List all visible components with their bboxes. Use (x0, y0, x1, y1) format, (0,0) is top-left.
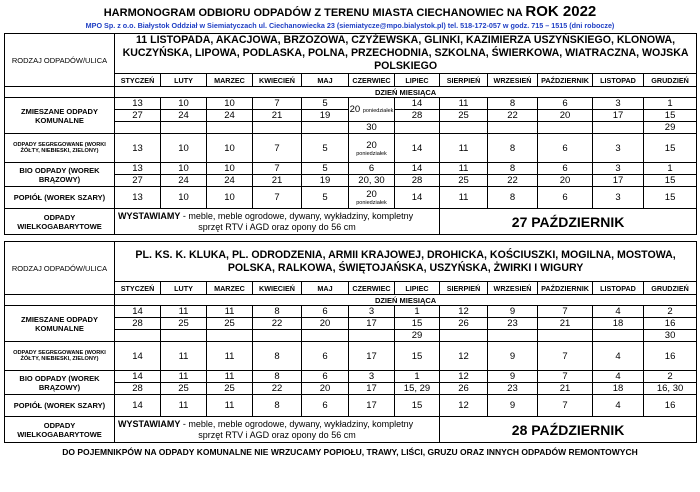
page-subtitle: MPO Sp. z o.o. Białystok Oddział w Siemiatyczach ul. Ciechanowiecka 23 (siemiatycze@mpo.bialystok.pl) tel. 518-172-057 w godz. 715 – 1515 (dni robocze) (85, 21, 615, 30)
weekday-tag: poniedziałek (356, 200, 387, 206)
segregowane-cell: 15 (644, 134, 697, 163)
bio-cell: 15, 29 (395, 383, 440, 395)
zmieszane-cell: 24 (207, 110, 253, 122)
bio-cell: 21 (253, 175, 302, 187)
segregowane-cell: 16 (644, 342, 697, 371)
month-header: CZERWIEC (349, 282, 395, 295)
segregowane-cell: 11 (161, 342, 207, 371)
zmieszane-cell: 30 (349, 122, 395, 134)
zmieszane-cell: 10 (207, 98, 253, 110)
zmieszane-cell: 28 (395, 110, 440, 122)
bio-cell: 18 (593, 383, 644, 395)
zmieszane-cell (440, 330, 488, 342)
zmieszane-cell (161, 330, 207, 342)
zmieszane-cell: 11 (161, 306, 207, 318)
popiol-cell: 11 (440, 187, 488, 209)
bio-cell: 12 (440, 371, 488, 383)
month-header: GRUDZIEŃ (644, 282, 697, 295)
segregowane-cell: 11 (440, 134, 488, 163)
zmieszane-cell (253, 330, 302, 342)
segregowane-cell (349, 134, 395, 163)
zmieszane-cell: 6 (538, 98, 593, 110)
bio-cell: 25 (161, 383, 207, 395)
zmieszane-cell (207, 330, 253, 342)
bio-cell: 20, 30 (349, 175, 395, 187)
zmieszane-cell: 24 (161, 110, 207, 122)
title-text: HARMONOGRAM ODBIORU ODPADÓW Z TERENU MIASTA CIECHANOWIEC NA (103, 7, 523, 19)
segregowane-cell: 11 (207, 342, 253, 371)
popiol-cell: 17 (349, 395, 395, 417)
popiol-cell: 7 (538, 395, 593, 417)
month-header: GRUDZIEŃ (644, 74, 697, 87)
zmieszane-cell (207, 122, 253, 134)
segregowane-cell: 5 (302, 134, 349, 163)
zmieszane-cell: 11 (440, 98, 488, 110)
cell-value: 20 (366, 189, 377, 200)
zmieszane-cell: 21 (538, 318, 593, 330)
bio-cell: 24 (161, 175, 207, 187)
bio-cell: 2 (644, 371, 697, 383)
segregowane-label: ODPADY SEGREGOWANE (WORKI ŻÓŁTY, NIEBIESKI, ZIELONY) (5, 342, 115, 371)
bio-cell: 3 (349, 371, 395, 383)
day-of-month-header: DZIEŃ MIESIĄCA (115, 87, 697, 98)
zmieszane-cell: 21 (253, 110, 302, 122)
segregowane-cell: 17 (349, 342, 395, 371)
month-header: MAJ (302, 282, 349, 295)
zmieszane-cell (538, 330, 593, 342)
bio-cell: 7 (538, 371, 593, 383)
bio-cell: 8 (253, 371, 302, 383)
wielkogabarytowe-label: ODPADY WIELKOGABARYTOWE (5, 209, 115, 235)
wystawiamy-note (115, 417, 440, 443)
zmieszane-cell: 15 (395, 318, 440, 330)
wystawiamy-text2: sprzęt RTV i AGD oraz opony do 56 cm (198, 429, 356, 440)
popiol-cell: 8 (488, 187, 538, 209)
zmieszane-cell: 30 (644, 330, 697, 342)
popiol-cell: 11 (207, 395, 253, 417)
page-title (4, 0, 696, 20)
zmieszane-cell: 5 (302, 98, 349, 110)
popiol-cell: 7 (253, 187, 302, 209)
zmieszane-cell: 11 (207, 306, 253, 318)
cell-value: 20 (366, 139, 377, 151)
bio-cell: 10 (207, 163, 253, 175)
month-header: SIERPIEŃ (440, 282, 488, 295)
month-header: MAJ (302, 74, 349, 87)
bio-cell: 25 (440, 175, 488, 187)
street-list: PL. KS. K. KLUKA, PL. ODRODZENIA, ARMII KRAJOWEJ, DROHICKA, KOŚCIUSZKI, MOGILNA, MOSTOWA, POLSKA, RALKOWA, ŚWIĘTOJAŃSKA, USZYŃSKA, ŻWIRKI I WIGURY (115, 242, 697, 282)
zmieszane-cell: 3 (593, 98, 644, 110)
segregowane-cell: 4 (593, 342, 644, 371)
zmieszane-cell: 3 (349, 306, 395, 318)
title-year: ROK 2022 (525, 3, 597, 20)
segregowane-cell: 15 (395, 342, 440, 371)
wielkogabarytowe-label: ODPADY WIELKOGABARYTOWE (5, 417, 115, 443)
zmieszane-cell: 16 (644, 318, 697, 330)
section-2 (5, 242, 697, 443)
zmieszane-cell: 4 (593, 306, 644, 318)
month-header: STYCZEŃ (115, 74, 161, 87)
bio-cell: 1 (644, 163, 697, 175)
bio-cell: 21 (538, 383, 593, 395)
segregowane-cell: 3 (593, 134, 644, 163)
month-header: MARZEC (207, 282, 253, 295)
zmieszane-cell: 29 (644, 122, 697, 134)
segregowane-cell: 14 (395, 134, 440, 163)
segregowane-cell: 13 (115, 134, 161, 163)
popiol-cell: 13 (115, 187, 161, 209)
bio-cell: 17 (349, 383, 395, 395)
street-list: 11 LISTOPADA, AKACJOWA, BRZOZOWA, CZYŻEWSKA, GLINKI, KAZIMIERZA USZYŃSKIEGO, KLONOWA, KUCZYŃSKA, LIPOWA, PODLASKA, POLNA, PRZECHODNIA, SZKOLNA, ŚWIERKOWA, WIATRACZNA, WOJSKA POLSKIEGO (115, 34, 697, 74)
zmieszane-cell: 18 (593, 318, 644, 330)
bio-cell: 20 (302, 383, 349, 395)
month-header: WRZESIEŃ (488, 282, 538, 295)
zmieszane-cell: 25 (207, 318, 253, 330)
popiol-cell: 8 (253, 395, 302, 417)
zmieszane-cell: 26 (440, 318, 488, 330)
month-header: PAŹDZIERNIK (538, 74, 593, 87)
bio-cell: 4 (593, 371, 644, 383)
zmieszane-cell: 9 (488, 306, 538, 318)
popiol-label: POPIÓŁ (WOREK SZARY) (5, 395, 115, 417)
cell-value: 20 (349, 104, 361, 115)
month-header: LUTY (161, 74, 207, 87)
bio-label: BIO ODPADY (WOREK BRĄZOWY) (5, 371, 115, 395)
footer-note: DO POJEMNIKPÓW NA ODPADY KOMUNALNE NIE WRZUCAMY POPIOŁU, TRAWY, LIŚCI, GRUZU ORAZ INNYCH ODPADÓW REMONTOWYCH (62, 447, 638, 457)
popiol-cell: 3 (593, 187, 644, 209)
bio-cell: 22 (253, 383, 302, 395)
schedule-table (4, 33, 697, 443)
zmieszane-cell: 15 (644, 110, 697, 122)
popiol-label: POPIÓŁ (WOREK SZARY) (5, 187, 115, 209)
month-header: LIPIEC (395, 282, 440, 295)
bio-cell: 24 (207, 175, 253, 187)
bio-cell: 28 (395, 175, 440, 187)
popiol-cell: 11 (161, 395, 207, 417)
bio-cell: 28 (115, 383, 161, 395)
popiol-cell: 16 (644, 395, 697, 417)
zmieszane-cell (395, 122, 440, 134)
bio-cell: 3 (593, 163, 644, 175)
segregowane-cell: 10 (161, 134, 207, 163)
zmieszane-cell (488, 330, 538, 342)
bio-cell: 17 (593, 175, 644, 187)
zmieszane-cell (593, 330, 644, 342)
bio-cell: 27 (115, 175, 161, 187)
month-header: KWIECIEŃ (253, 74, 302, 87)
zmieszane-cell: 1 (395, 306, 440, 318)
popiol-cell: 14 (395, 187, 440, 209)
wystawiamy-text2: sprzęt RTV i AGD oraz opony do 56 cm (198, 221, 356, 232)
zmieszane-cell: 7 (253, 98, 302, 110)
segregowane-cell: 6 (538, 134, 593, 163)
zmieszane-cell (253, 122, 302, 134)
month-header: LUTY (161, 282, 207, 295)
zmieszane-cell: 2 (644, 306, 697, 318)
zmieszane-cell: 20 (538, 110, 593, 122)
bio-cell: 11 (440, 163, 488, 175)
month-header: LISTOPAD (593, 282, 644, 295)
zmieszane-cell: 20 (302, 318, 349, 330)
zmieszane-cell: 8 (253, 306, 302, 318)
month-header: MARZEC (207, 74, 253, 87)
bio-cell: 9 (488, 371, 538, 383)
month-header: PAŹDZIERNIK (538, 282, 593, 295)
wielkogabarytowe-date: 27 PAŹDZIERNIK (440, 209, 697, 235)
bio-cell: 14 (395, 163, 440, 175)
popiol-cell (349, 187, 395, 209)
month-header: LISTOPAD (593, 74, 644, 87)
zmieszane-cell: 28 (115, 318, 161, 330)
bio-cell: 19 (302, 175, 349, 187)
zmieszane-cell: 6 (302, 306, 349, 318)
empty-cell (5, 87, 115, 98)
section-gap (5, 235, 697, 242)
zmieszane-cell (440, 122, 488, 134)
segregowane-cell: 9 (488, 342, 538, 371)
wystawiamy-text1: - meble, meble ogrodowe, dywany, wykładziny, kompletny (180, 418, 414, 429)
zmieszane-label: ZMIESZANE ODPADY KOMUNALNE (5, 98, 115, 134)
month-header: SIERPIEŃ (440, 74, 488, 87)
segregowane-cell: 7 (538, 342, 593, 371)
zmieszane-cell (115, 122, 161, 134)
segregowane-label: ODPADY SEGREGOWANE (WORKI ŻÓŁTY, NIEBIESKI, ZIELONY) (5, 134, 115, 163)
bio-cell: 13 (115, 163, 161, 175)
zmieszane-cell: 13 (115, 98, 161, 110)
zmieszane-cell (302, 330, 349, 342)
wielkogabarytowe-date: 28 PAŹDZIERNIK (440, 417, 697, 443)
empty-cell (5, 295, 115, 306)
bio-cell: 11 (207, 371, 253, 383)
zmieszane-cell: 14 (115, 306, 161, 318)
bio-cell: 25 (207, 383, 253, 395)
bio-cell: 26 (440, 383, 488, 395)
rodzaj-header: RODZAJ ODPADÓW/ULICA (5, 242, 115, 295)
bio-cell: 5 (302, 163, 349, 175)
zmieszane-cell (593, 122, 644, 134)
bio-cell: 1 (395, 371, 440, 383)
zmieszane-label: ZMIESZANE ODPADY KOMUNALNE (5, 306, 115, 342)
zmieszane-cell: 10 (161, 98, 207, 110)
bio-cell: 10 (161, 163, 207, 175)
wystawiamy-key: WYSTAWIAMY (118, 210, 181, 221)
day-of-month-header: DZIEŃ MIESIĄCA (115, 295, 697, 306)
zmieszane-cell (161, 122, 207, 134)
bio-cell: 6 (349, 163, 395, 175)
zmieszane-cell (302, 122, 349, 134)
bio-cell: 8 (488, 163, 538, 175)
zmieszane-cell (349, 330, 395, 342)
wystawiamy-key: WYSTAWIAMY (118, 418, 181, 429)
bio-cell: 23 (488, 383, 538, 395)
segregowane-cell: 8 (253, 342, 302, 371)
popiol-cell: 14 (115, 395, 161, 417)
zmieszane-cell: 25 (440, 110, 488, 122)
month-header: CZERWIEC (349, 74, 395, 87)
popiol-cell: 12 (440, 395, 488, 417)
zmieszane-cell: 22 (253, 318, 302, 330)
zmieszane-cell: 22 (488, 110, 538, 122)
zmieszane-cell (538, 122, 593, 134)
zmieszane-cell: 17 (349, 318, 395, 330)
weekday-tag: poniedziałek (362, 108, 394, 114)
month-header: KWIECIEŃ (253, 282, 302, 295)
popiol-cell: 15 (644, 187, 697, 209)
segregowane-cell: 8 (488, 134, 538, 163)
bio-cell: 14 (115, 371, 161, 383)
bio-cell: 6 (302, 371, 349, 383)
bio-cell: 6 (538, 163, 593, 175)
zmieszane-cell: 25 (161, 318, 207, 330)
bio-cell: 15 (644, 175, 697, 187)
bio-cell: 22 (488, 175, 538, 187)
zmieszane-cell: 1 (644, 98, 697, 110)
month-header: STYCZEŃ (115, 282, 161, 295)
zmieszane-cell: 14 (395, 98, 440, 110)
bio-cell: 20 (538, 175, 593, 187)
popiol-cell: 6 (302, 395, 349, 417)
zmieszane-cell (488, 122, 538, 134)
month-header: LIPIEC (395, 74, 440, 87)
segregowane-cell: 10 (207, 134, 253, 163)
wystawiamy-note (115, 209, 440, 235)
bio-label: BIO ODPADY (WOREK BRĄZOWY) (5, 163, 115, 187)
zmieszane-cell: 29 (395, 330, 440, 342)
rodzaj-header: RODZAJ ODPADÓW/ULICA (5, 34, 115, 87)
segregowane-cell: 12 (440, 342, 488, 371)
segregowane-cell: 6 (302, 342, 349, 371)
popiol-cell: 5 (302, 187, 349, 209)
zmieszane-cell: 8 (488, 98, 538, 110)
zmieszane-cell: 23 (488, 318, 538, 330)
bio-cell: 16, 30 (644, 383, 697, 395)
zmieszane-cell: 7 (538, 306, 593, 318)
bio-cell: 7 (253, 163, 302, 175)
popiol-cell: 4 (593, 395, 644, 417)
section-1 (5, 34, 697, 235)
segregowane-cell: 14 (115, 342, 161, 371)
zmieszane-cell (115, 330, 161, 342)
bio-cell: 11 (161, 371, 207, 383)
weekday-tag: poniedziałek (356, 150, 387, 157)
popiol-cell: 10 (207, 187, 253, 209)
segregowane-cell: 7 (253, 134, 302, 163)
popiol-cell: 6 (538, 187, 593, 209)
zmieszane-cell (349, 98, 395, 122)
popiol-cell: 9 (488, 395, 538, 417)
zmieszane-cell: 27 (115, 110, 161, 122)
zmieszane-cell: 12 (440, 306, 488, 318)
popiol-cell: 10 (161, 187, 207, 209)
zmieszane-cell: 17 (593, 110, 644, 122)
zmieszane-cell: 19 (302, 110, 349, 122)
popiol-cell: 15 (395, 395, 440, 417)
wystawiamy-text1: - meble, meble ogrodowe, dywany, wykładziny, kompletny (180, 210, 414, 221)
month-header: WRZESIEŃ (488, 74, 538, 87)
